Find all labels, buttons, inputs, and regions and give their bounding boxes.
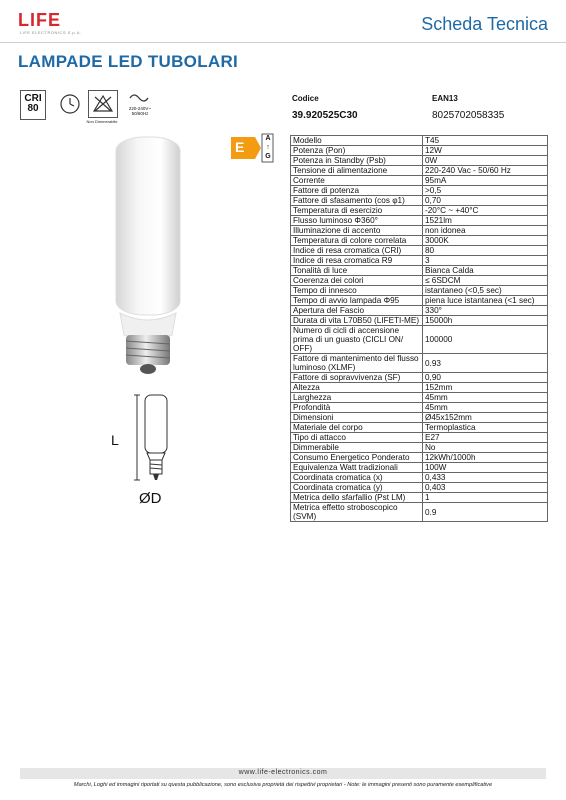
spec-key: Metrica effetto stroboscopico (SVM): [291, 503, 423, 522]
spec-row: [291, 423, 548, 433]
spec-row: [291, 316, 548, 326]
spec-row: [291, 276, 548, 286]
spec-row: [291, 146, 548, 156]
spec-row: [291, 326, 548, 354]
spec-row: [291, 256, 548, 266]
spec-value: 0W: [423, 156, 548, 166]
ean-value: 8025702058335: [432, 110, 505, 121]
dimmable-label: Non Dimmerabile: [86, 119, 118, 124]
spec-value: piena luce istantanea (<1 sec): [423, 296, 548, 306]
spec-row: [291, 296, 548, 306]
spec-key: Flusso luminoso Φ360°: [291, 216, 423, 226]
energy-scale-bottom: G: [265, 153, 271, 160]
spec-key: Fattore di potenza: [291, 186, 423, 196]
spec-key: Corrente: [291, 176, 423, 186]
no-dimmer-icon: [88, 90, 118, 118]
spec-value: 45mm: [423, 403, 548, 413]
spec-row: [291, 236, 548, 246]
spec-value: 0.93: [423, 354, 548, 373]
spec-key: Tipo di attacco: [291, 433, 423, 443]
cri-value: 80: [27, 103, 39, 114]
dimension-drawing: [132, 392, 172, 489]
spec-value: 3: [423, 256, 548, 266]
spec-value: 220-240 Vac - 50/60 Hz: [423, 166, 548, 176]
spec-row: [291, 403, 548, 413]
spec-row: [291, 196, 548, 206]
spec-value: 12W: [423, 146, 548, 156]
clock-icon: [56, 90, 84, 118]
spec-value: No: [423, 443, 548, 453]
spec-row: [291, 503, 548, 522]
spec-value: 100000: [423, 326, 548, 354]
spec-value: 100W: [423, 463, 548, 473]
spec-value: 1: [423, 493, 548, 503]
voltage-label: 220-240V~ 50/60Hz: [128, 106, 152, 116]
spec-row: [291, 306, 548, 316]
spec-key: Consumo Energetico Ponderato: [291, 453, 423, 463]
spec-table: [290, 135, 548, 522]
spec-key: Temperatura di esercizio: [291, 206, 423, 216]
ean-label: EAN13: [432, 94, 458, 103]
spec-key: Coordinata cromatica (y): [291, 483, 423, 493]
spec-value: Bianca Calda: [423, 266, 548, 276]
spec-key: Apertura del Fascio: [291, 306, 423, 316]
spec-row: [291, 354, 548, 373]
cri-badge: [20, 90, 46, 120]
spec-key: Fattore di sopravvivenza (SF): [291, 373, 423, 383]
spec-value: >0,5: [423, 186, 548, 196]
spec-row: [291, 216, 548, 226]
dimmable-icon-group: [88, 90, 122, 124]
spec-value: 0,403: [423, 483, 548, 493]
spec-value: 95mA: [423, 176, 548, 186]
spec-value: 0,433: [423, 473, 548, 483]
spec-value: istantaneo (<0,5 sec): [423, 286, 548, 296]
spec-value: ≤ 6SDCM: [423, 276, 548, 286]
spec-key: Materiale del corpo: [291, 423, 423, 433]
spec-row: [291, 493, 548, 503]
spec-key: Equivalenza Watt tradizionali: [291, 463, 423, 473]
height-label: L: [111, 432, 119, 448]
spec-value: 0.9: [423, 503, 548, 522]
brand-logo: LIFE: [18, 10, 61, 30]
voltage-icon-group: [126, 90, 154, 116]
spec-row: [291, 453, 548, 463]
spec-row: [291, 413, 548, 423]
spec-key: Temperatura di colore correlata: [291, 236, 423, 246]
spec-row: [291, 206, 548, 216]
page-title: LAMPADE LED TUBOLARI: [18, 52, 239, 71]
spec-row: [291, 463, 548, 473]
spec-value: 1521lm: [423, 216, 548, 226]
spec-row: [291, 246, 548, 256]
spec-key: Metrica dello sfarfallio (Pst LM): [291, 493, 423, 503]
cri-label: CRI: [24, 93, 42, 104]
spec-key: Fattore di mantenimento del flusso luminoso (XLMF): [291, 354, 423, 373]
energy-scale-top: A: [265, 135, 271, 142]
spec-key: Tonalità di luce: [291, 266, 423, 276]
spec-value: 45mm: [423, 393, 548, 403]
energy-label: [229, 133, 275, 168]
spec-row: [291, 483, 548, 493]
spec-key: Coordinata cromatica (x): [291, 473, 423, 483]
codice-label: Codice: [292, 94, 319, 103]
footer-note: Marchi, Loghi ed immagini riportati su questa pubblicazione, sono esclusiva proprietà dei rispettivi proprietari - Note: le immagini presenti sono puramente esemplificative: [73, 782, 493, 788]
spec-value: Termoplastica: [423, 423, 548, 433]
spec-row: [291, 136, 548, 146]
spec-key: Tempo di innesco: [291, 286, 423, 296]
spec-value: 15000h: [423, 316, 548, 326]
diameter-label: ØD: [139, 490, 162, 507]
spec-key: Profondità: [291, 403, 423, 413]
spec-row: [291, 383, 548, 393]
spec-key: Larghezza: [291, 393, 423, 403]
energy-class: E: [235, 139, 245, 155]
spec-row: [291, 176, 548, 186]
spec-value: Ø45x152mm: [423, 413, 548, 423]
spec-key: Dimensioni: [291, 413, 423, 423]
spec-value: -20°C ~ +40°C: [423, 206, 548, 216]
spec-row: [291, 266, 548, 276]
spec-key: Numero di cicli di accensione prima di un guasto (CICLI ON/ OFF): [291, 326, 423, 354]
spec-row: [291, 226, 548, 236]
spec-row: [291, 473, 548, 483]
spec-row: [291, 433, 548, 443]
codice-value: 39.920525C30: [292, 110, 358, 121]
spec-key: Indice di resa cromatica R9: [291, 256, 423, 266]
spec-key: Modello: [291, 136, 423, 146]
spec-value: 12kWh/1000h: [423, 453, 548, 463]
footer-url[interactable]: www.life-electronics.com: [238, 769, 328, 776]
ac-wave-icon: [126, 90, 152, 106]
spec-key: Potenza in Standby (Psb): [291, 156, 423, 166]
spec-key: Coerenza dei colori: [291, 276, 423, 286]
spec-row: [291, 373, 548, 383]
spec-value: T45: [423, 136, 548, 146]
spec-value: 0,70: [423, 196, 548, 206]
spec-row: [291, 393, 548, 403]
spec-key: Dimmerabile: [291, 443, 423, 453]
doc-type: Scheda Tecnica: [421, 14, 548, 34]
spec-value: E27: [423, 433, 548, 443]
spec-value: 80: [423, 246, 548, 256]
spec-row: [291, 186, 548, 196]
spec-row: [291, 156, 548, 166]
energy-scale-arrow: ↑: [266, 144, 270, 151]
spec-key: Illuminazione di accento: [291, 226, 423, 236]
spec-key: Tempo di avvio lampada Φ95: [291, 296, 423, 306]
spec-key: Fattore di sfasamento (cos φ1): [291, 196, 423, 206]
spec-key: Durata di vita L70B50 (LIFETI-ME): [291, 316, 423, 326]
spec-row: [291, 166, 548, 176]
spec-key: Tensione di alimentazione: [291, 166, 423, 176]
spec-value: 152mm: [423, 383, 548, 393]
spec-value: non idonea: [423, 226, 548, 236]
lifetime-icon-group: [56, 90, 90, 117]
spec-key: Altezza: [291, 383, 423, 393]
lamp-image: [108, 135, 188, 385]
spec-row: [291, 286, 548, 296]
energy-scale: [263, 134, 273, 161]
brand-tagline: LIFE ELECTRONICS S.p.A.: [20, 30, 82, 35]
spec-value: 0,90: [423, 373, 548, 383]
spec-value: 330°: [423, 306, 548, 316]
spec-row: [291, 443, 548, 453]
header-divider: [0, 42, 566, 43]
spec-value: 3000K: [423, 236, 548, 246]
spec-key: Potenza (Pon): [291, 146, 423, 156]
spec-key: Indice di resa cromatica (CRI): [291, 246, 423, 256]
